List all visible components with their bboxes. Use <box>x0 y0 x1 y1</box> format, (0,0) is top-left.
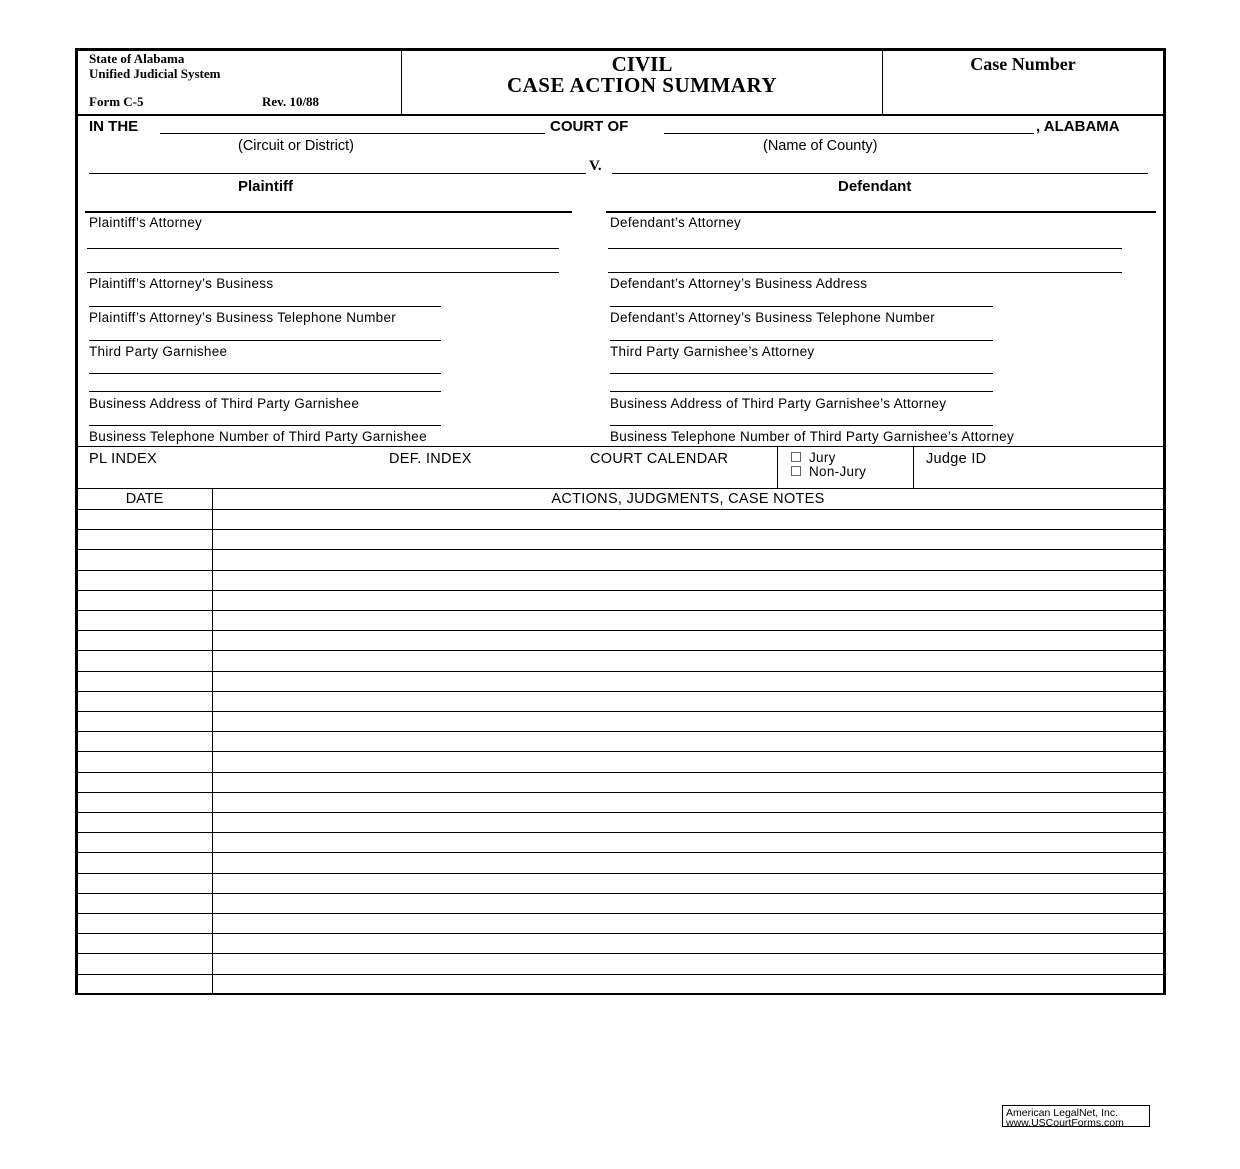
index-row-top-rule <box>77 446 1163 447</box>
table-row[interactable] <box>77 772 1163 773</box>
table-row[interactable] <box>77 590 1163 591</box>
judge-id-label: Judge ID <box>926 451 987 467</box>
table-row[interactable] <box>77 873 1163 874</box>
garnishee-field-2[interactable] <box>89 391 441 392</box>
table-row[interactable] <box>77 974 1163 975</box>
defendant-business-field[interactable] <box>610 306 993 307</box>
garnishee-address-field[interactable] <box>89 425 441 426</box>
form-revision: Rev. 10/88 <box>262 94 320 109</box>
garnishee-attorney-address-label: Business Address of Third Party Garnishee’s Attorney <box>610 396 947 411</box>
in-the-label: IN THE <box>89 118 139 135</box>
defendant-label: Defendant <box>838 178 912 195</box>
plaintiff-name-field[interactable] <box>89 173 586 174</box>
table-row[interactable] <box>77 792 1163 793</box>
date-column-header: DATE <box>125 491 164 507</box>
table-row[interactable] <box>77 671 1163 672</box>
date-column-divider <box>212 488 213 994</box>
jury-option[interactable] <box>791 450 836 465</box>
table-row[interactable] <box>77 913 1163 914</box>
table-row[interactable] <box>77 953 1163 954</box>
form-title-civil: CIVIL <box>611 52 673 76</box>
index-row-bottom-rule <box>77 488 1163 489</box>
plaintiff-section-rule <box>85 211 572 213</box>
non-jury-checkbox[interactable] <box>791 466 801 476</box>
table-row[interactable] <box>77 630 1163 631</box>
plaintiff-label: Plaintiff <box>238 178 293 195</box>
circuit-hint: (Circuit or District) <box>238 138 354 154</box>
table-row[interactable] <box>77 751 1163 752</box>
judge-divider <box>913 447 914 488</box>
publisher-stamp <box>1002 1105 1150 1127</box>
header-bottom-rule <box>77 114 1163 116</box>
defendant-attorney-label: Defendant’s Attorney <box>610 215 742 230</box>
non-jury-label: Non-Jury <box>809 464 867 479</box>
publisher-name: American LegalNet, Inc. <box>1006 1107 1119 1119</box>
table-bottom-rule <box>75 993 1166 995</box>
defendant-phone-label: Defendant’s Attorney’s Business Telephone Number <box>610 310 936 325</box>
form-title: CASE ACTION SUMMARY <box>506 73 778 97</box>
garnishee-attorney-phone-label: Business Telephone Number of Third Party Garnishee’s Attorney <box>610 429 1015 444</box>
court-type-field[interactable] <box>160 133 545 134</box>
defendant-section-rule <box>606 211 1156 213</box>
plaintiff-phone-field[interactable] <box>89 340 441 341</box>
non-jury-option[interactable] <box>791 464 866 479</box>
county-field[interactable] <box>664 133 1034 134</box>
plaintiff-attorney-field-2[interactable] <box>87 272 559 273</box>
plaintiff-phone-label: Plaintiff’s Attorney’s Business Telephone Number <box>89 310 397 325</box>
table-row[interactable] <box>77 691 1163 692</box>
alabama-label: , ALABAMA <box>1036 118 1120 135</box>
plaintiff-business-field[interactable] <box>89 306 441 307</box>
table-row[interactable] <box>77 610 1163 611</box>
table-row[interactable] <box>77 509 1163 510</box>
def-index-label: DEF. INDEX <box>389 451 472 467</box>
pl-index-label: PL INDEX <box>89 451 157 467</box>
table-row[interactable] <box>77 893 1163 894</box>
county-hint: (Name of County) <box>763 138 878 154</box>
jury-checkbox[interactable] <box>791 452 801 462</box>
form-number: Form C-5 <box>89 94 144 109</box>
garnishee-attorney-address-field[interactable] <box>610 425 993 426</box>
jury-label: Jury <box>809 450 836 465</box>
versus-label: V. <box>589 158 602 174</box>
garnishee-attorney-field-2[interactable] <box>610 391 993 392</box>
table-row[interactable] <box>77 933 1163 934</box>
plaintiff-attorney-label: Plaintiff’s Attorney <box>89 215 203 230</box>
calendar-divider <box>777 447 778 488</box>
table-row[interactable] <box>77 852 1163 853</box>
table-row[interactable] <box>77 650 1163 651</box>
table-row[interactable] <box>77 711 1163 712</box>
defendant-attorney-field[interactable] <box>608 248 1122 249</box>
publisher-website[interactable]: www.USCourtForms.com <box>1006 1117 1124 1129</box>
frame-top <box>75 48 1166 51</box>
defendant-attorney-field-2[interactable] <box>608 272 1122 273</box>
table-row[interactable] <box>77 570 1163 571</box>
judicial-system: Unified Judicial System <box>89 66 221 81</box>
plaintiff-attorney-field[interactable] <box>87 248 559 249</box>
case-number-label: Case Number <box>970 54 1076 74</box>
garnishee-phone-label: Business Telephone Number of Third Party Garnishee <box>89 429 427 444</box>
garnishee-attorney-label: Third Party Garnishee’s Attorney <box>610 344 815 359</box>
table-row[interactable] <box>77 549 1163 550</box>
garnishee-label: Third Party Garnishee <box>89 344 228 359</box>
state-name: State of Alabama <box>89 51 185 66</box>
garnishee-attorney-field[interactable] <box>610 373 993 374</box>
court-of-label: COURT OF <box>550 118 629 135</box>
garnishee-field[interactable] <box>89 373 441 374</box>
defendant-name-field[interactable] <box>612 173 1148 174</box>
table-row[interactable] <box>77 731 1163 732</box>
actions-column-header: ACTIONS, JUDGMENTS, CASE NOTES <box>551 491 825 507</box>
garnishee-address-label: Business Address of Third Party Garnishee <box>89 396 360 411</box>
plaintiff-business-label: Plaintiff’s Attorney’s Business <box>89 276 274 291</box>
table-row[interactable] <box>77 812 1163 813</box>
frame-right <box>1163 48 1166 995</box>
defendant-phone-field[interactable] <box>610 340 993 341</box>
defendant-business-label: Defendant’s Attorney’s Business Address <box>610 276 868 291</box>
table-row[interactable] <box>77 832 1163 833</box>
court-calendar-label: COURT CALENDAR <box>590 451 729 467</box>
table-row[interactable] <box>77 529 1163 530</box>
